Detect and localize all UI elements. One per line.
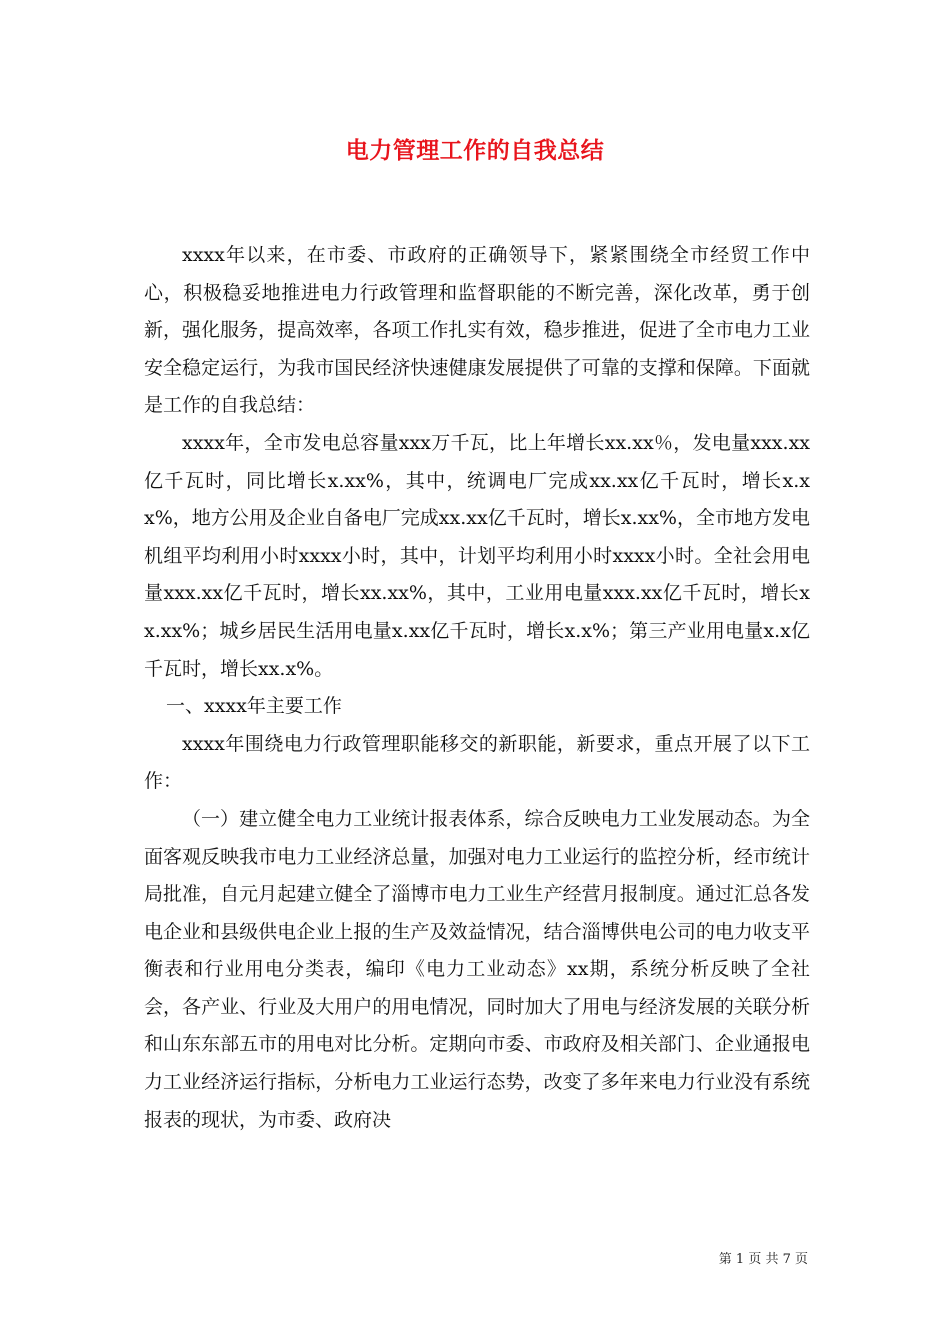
- document-title: 电力管理工作的自我总结: [345, 137, 605, 164]
- paragraph-section-intro: xxxx年围绕电力行政管理职能移交的新职能，新要求，重点开展了以下工作：: [144, 732, 810, 793]
- paragraph-item-one: （一）建立健全电力工业统计报表体系，综合反映电力工业发展动态。为全面客观反映我市电力工业经济总量，加强对电力工业运行的监控分析，经市统计局批准，自元月起建立健全了淄博市电力工业生产经营月报制度。通过汇总各发电企业和县级供电企业上报的生产及效益情况，结合淄博供电公司的电力收支平衡表和行业用电分类表，编印《电力工业动态》xx期，系统分析反映了全社会，各产业、行业及大用户的用电情况，同时加大了用电与经济发展的关联分析和山东东部五市的用电对比分析。定期向市委、市政府及相关部门、企业通报电力工业经济运行指标，分析电力工业运行态势，改变了多年来电力行业没有系统报表的现状，为市委、政府决: [144, 807, 810, 1131]
- page-number: 第 1 页 共 7 页: [718, 1252, 808, 1267]
- paragraph-intro: xxxx年以来，在市委、市政府的正确领导下，紧紧围绕全市经贸工作中心，积极稳妥地推进电力行政管理和监督职能的不断完善，深化改革，勇于创新，强化服务，提高效率，各项工作扎实有效，稳步推进，促进了全市电力工业安全稳定运行，为我市国民经济快速健康发展提供了可靠的支撑和保障。下面就是工作的自我总结：: [144, 244, 810, 417]
- paragraph-statistics: xxxx年，全市发电总容量xxx万千瓦，比上年增长xx.xx％，发电量xxx.xx亿千瓦时，同比增长x.xx%，其中，统调电厂完成xx.xx亿千瓦时，增长x.xx%，地方公用及企业自备电厂完成xx.xx亿千瓦时，增长x.xx%，全市地方发电机组平均利用小时xxxx小时，其中，计划平均利用小时xxxx小时。全社会用电量xxx.xx亿千瓦时，增长xx.xx%，其中，工业用电量xxx.xx亿千瓦时，增长xx.xx%；城乡居民生活用电量x.xx亿千瓦时，增长x.x%；第三产业用电量x.x亿千瓦时，增长xx.x%。: [144, 431, 810, 680]
- section-heading: 一、xxxx年主要工作: [166, 695, 342, 718]
- document-body: [144, 237, 810, 1139]
